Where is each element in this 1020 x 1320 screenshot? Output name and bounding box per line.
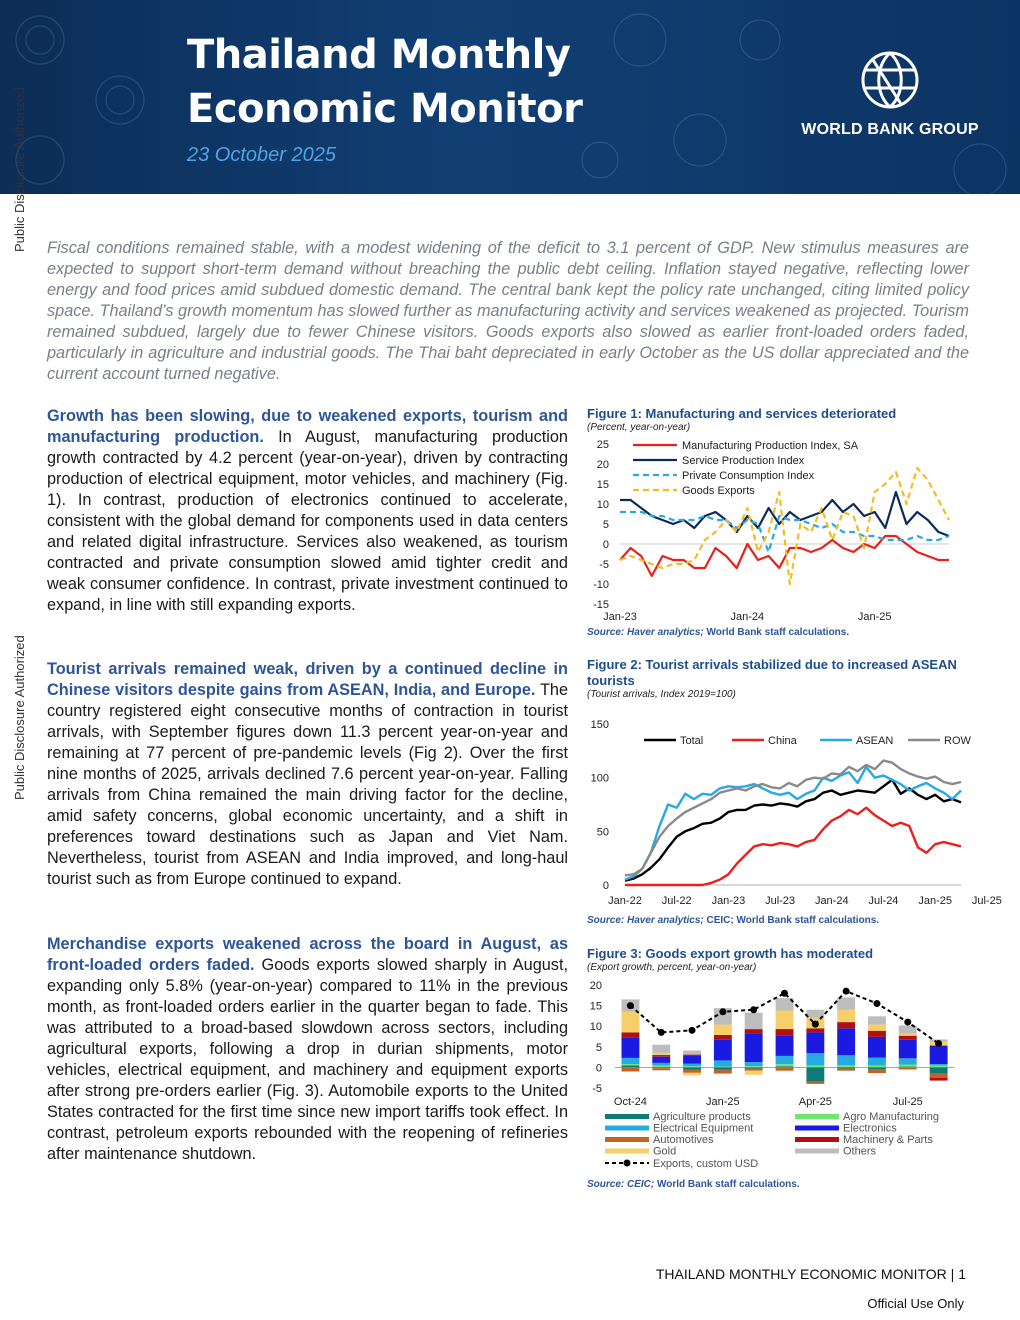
fig3-exports-point: [750, 1006, 757, 1013]
fig3-bar-segment: [868, 1025, 886, 1031]
fig3-y-tick-label: 15: [589, 1000, 602, 1013]
figure-2-source-rest: CEIC; World Bank staff calculations.: [703, 915, 880, 926]
fig3-bar-segment: [683, 1073, 701, 1076]
fig3-bar-segment: [837, 1028, 855, 1055]
fig2-legend-label: ROW: [944, 735, 971, 747]
fig3-bar-segment: [622, 1012, 640, 1033]
fig1-x-tick-label: Jan-24: [730, 611, 765, 623]
fig3-legend-label: Others: [843, 1145, 877, 1158]
fig3-bar-segment: [868, 1016, 886, 1024]
fig3-bar-segment: [930, 1078, 948, 1081]
figure-3-chart: [587, 975, 972, 1175]
figure-2-chart: [587, 708, 1002, 913]
fig2-x-tick-label: Jan-23: [711, 895, 746, 907]
fig1-y-tick-label: 10: [596, 499, 609, 511]
fig3-bar-segment: [868, 1058, 886, 1066]
fig3-bar-segment: [652, 1045, 670, 1053]
section-growth-body: In August, manufacturing production growth contracted by 4.2 percent (year-on-year), driven by contracting production of electrical equipment, motor vehicles, and machinery (Fig. 1). In contrast, production of electronics continued to accelerate, consistent with the global demand for components used in data centers and related digital infrastructure. Services also weakened, as tourism contracted and private consumption slowed amid tighter credit and weak consumer confidence. In contrast, private investment continued to expand, in line with still expanding exports.: [47, 428, 568, 614]
title-line-2: Economic Monitor: [187, 86, 583, 132]
fig2-legend-label: ASEAN: [856, 735, 894, 747]
figure-3-source: [587, 1179, 800, 1190]
fig1-y-tick-label: 15: [596, 479, 609, 491]
section-tourism-body: The country registered eight consecutive months of contraction in tourist arrivals, with September figures down 11.3 percent year-on-year and remaining at 77 percent of pre-pandemic levels (Fig 2). Over the first nine months of 2025, arrivals declined 7.6 percent year-on-year. Falling arrivals from China remained the main driving factor for the decline, amid safety concerns, global economic uncertainty, and a shift in preferences toward destinations such as Japan and Viet Nam. Nevertheless, tourist from ASEAN and India improved, and long-haul tourist such as from Europe continued to expand.: [47, 681, 568, 888]
page-title: [187, 28, 582, 136]
section-exports: [47, 934, 568, 1165]
figure-2-title: Figure 2: Tourist arrivals stabilized due to increased ASEAN tourists: [587, 657, 957, 688]
footer-classification: Official Use Only: [867, 1296, 964, 1311]
fig2-x-tick-label: Jan-24: [814, 895, 849, 907]
fig3-bar-segment: [930, 1046, 948, 1065]
title-line-1: Thailand Monthly: [187, 32, 571, 78]
fig2-x-tick-label: Jan-25: [918, 895, 952, 907]
figure-2-subtitle: (Tourist arrivals, Index 2019=100): [587, 689, 736, 700]
fig1-y-tick-label: -5: [599, 559, 609, 571]
fig2-series-line-3: [625, 761, 961, 876]
fig3-bar-segment: [714, 1070, 732, 1074]
fig3-bar-segment: [776, 1011, 794, 1030]
fig3-bar-segment: [622, 1058, 640, 1064]
figure-2-source-italic: Source: Haver analytics;: [587, 915, 704, 926]
fig3-bar-segment: [776, 1029, 794, 1035]
fig3-bar-segment: [745, 1029, 763, 1033]
fig3-bar-segment: [745, 1071, 763, 1075]
fig3-y-tick-label: -5: [592, 1083, 602, 1095]
fig1-series-line-1: [620, 492, 949, 536]
fig1-series-line-3: [620, 468, 949, 584]
logo-text: WORLD BANK GROUP: [801, 121, 979, 138]
fig3-bar-segment: [899, 1034, 917, 1036]
fig3-bar-segment: [652, 1053, 670, 1055]
fig3-bar-segment: [776, 1064, 794, 1066]
figure-1-source-italic: Source: Haver analytics;: [587, 627, 704, 638]
fig3-exports-point: [873, 1000, 880, 1007]
fig3-bar-segment: [652, 1055, 670, 1057]
disclosure-label-mid: Public Disclosure Authorized: [12, 635, 27, 800]
fig3-y-tick-label: 20: [589, 980, 602, 992]
fig3-bar-segment: [806, 1053, 824, 1065]
fig1-legend-label: Service Production Index: [682, 455, 805, 467]
fig3-legend-swatch: [605, 1137, 649, 1142]
fig3-legend-label: Electrical Equipment: [653, 1122, 754, 1135]
fig2-legend-label: Total: [680, 735, 704, 747]
fig3-bar-segment: [776, 1056, 794, 1064]
fig1-x-tick-label: Jan-23: [603, 611, 637, 623]
fig2-y-tick-label: 100: [590, 772, 609, 785]
fig1-y-tick-label: 0: [602, 539, 609, 551]
fig3-legend-label: Electronics: [843, 1122, 897, 1135]
fig2-y-tick-label: 0: [602, 880, 609, 892]
fig2-x-tick-label: Jan-22: [608, 895, 642, 907]
fig3-legend-swatch: [795, 1149, 839, 1154]
figure-3-subtitle: (Export growth, percent, year-on-year): [587, 962, 757, 973]
fig3-bar-segment: [930, 1064, 948, 1066]
fig1-y-tick-label: -15: [593, 599, 609, 611]
fig3-bar-segment: [683, 1064, 701, 1067]
fig3-exports-point: [812, 1021, 819, 1028]
figure-1-title: Figure 1: Manufacturing and services deteriorated: [587, 406, 897, 421]
fig3-bar-segment: [776, 1067, 794, 1070]
fig3-bar-segment: [806, 1032, 824, 1053]
world-bank-logo: [800, 48, 980, 139]
section-tourism: [47, 659, 568, 890]
fig1-legend-label: Goods Exports: [682, 485, 755, 497]
figure-1-subtitle: (Percent, year-on-year): [587, 422, 691, 433]
figure-1-caption: [587, 406, 972, 433]
fig3-legend-swatch: [795, 1137, 839, 1142]
fig3-legend-label: Machinery & Parts: [843, 1134, 933, 1146]
fig3-bar-segment: [714, 1025, 732, 1035]
fig3-bar-segment: [683, 1051, 701, 1055]
section-growth-lead: Growth has been slowing, due to weakened exports, tourism and manufacturing production.: [47, 407, 568, 446]
figure-3-title: Figure 3: Goods export growth has moderated: [587, 946, 874, 961]
figure-2-source: [587, 915, 879, 926]
fig3-exports-point: [935, 1040, 942, 1047]
fig3-bar-segment: [745, 1069, 763, 1071]
fig3-bar-segment: [652, 1068, 670, 1070]
fig3-bar-segment: [745, 1033, 763, 1062]
fig2-x-tick-label: Jul-24: [868, 895, 899, 907]
fig1-y-tick-label: -10: [593, 579, 609, 591]
fig3-legend-swatch: [795, 1126, 839, 1131]
fig3-x-tick-label: Apr-25: [798, 1096, 832, 1108]
fig3-bar-segment: [899, 1036, 917, 1040]
fig3-bar-segment: [899, 1040, 917, 1059]
disclosure-label-top: Public Disclosure Authorized: [12, 87, 27, 252]
section-exports-lead: Merchandise exports weakened across the board in August, as front-loaded orders faded.: [47, 935, 568, 974]
fig3-legend-label: Exports, custom USD: [653, 1158, 759, 1170]
fig3-bar-segment: [622, 1064, 640, 1065]
fig3-y-tick-label: 10: [589, 1021, 602, 1034]
section-exports-body: Goods exports slowed sharply in August, expanding only 5.8% (year-on-year) compared to 11% in the previous month, as front-loaded orders earlier in the quarter began to fade. This was attributed to a broad-based slowdown across sectors, including agricultural exports, following a drop in durian shipments, motor vehicles, electrical equipment, and machinery and equipment exports after strong pre-orders earlier (Fig. 3). Automobile exports to the United States contracted for the first time since new import tariffs took effect. In contrast, petroleum exports rebounded with the reopening of refineries after maintenance shutdown.: [47, 956, 568, 1163]
fig1-y-tick-label: 25: [596, 439, 609, 451]
figure-1-source-rest: World Bank staff calculations.: [703, 627, 850, 638]
fig3-bar-segment: [683, 1070, 701, 1073]
fig3-legend-label: Automotives: [653, 1134, 714, 1146]
fig3-bar-segment: [622, 1032, 640, 1037]
fig3-legend-swatch: [795, 1114, 839, 1119]
fig3-bar-segment: [899, 1065, 917, 1067]
summary-paragraph: Fiscal conditions remained stable, with a modest widening of the deficit to 3.1 percent of GDP. New stimulus measures are expected to support short-term demand without breaching the public debt ceiling. Inflation stayed negative, reflecting lower energy and food prices amid subdued domestic demand. The central bank kept the policy rate unchanged, citing limited policy space. Thailand’s growth momentum has slowed further as manufacturing activity and services weakened as projected. Tourism remained subdued, largely due to fewer Chinese visitors. Goods exports also slowed as earlier front-loaded orders faded, particularly in agriculture and industrial goods. The Thai baht depreciated in early October as the US dollar appreciated and the current account turned negative.: [47, 239, 969, 383]
fig3-y-tick-label: 5: [595, 1041, 602, 1054]
fig3-exports-point: [658, 1029, 665, 1036]
fig3-legend-label: Gold: [653, 1145, 677, 1158]
fig3-bar-segment: [683, 1055, 701, 1056]
fig3-y-tick-label: 0: [595, 1062, 602, 1075]
fig3-bar-segment: [683, 1056, 701, 1064]
fig3-exports-point: [781, 990, 788, 997]
fig1-y-tick-label: 20: [596, 459, 609, 471]
fig3-exports-point: [627, 1002, 634, 1009]
fig1-legend-label: Manufacturing Production Index, SA: [682, 440, 859, 452]
fig3-bar-segment: [745, 1013, 763, 1030]
figure-1-source: [587, 627, 849, 638]
section-tourism-lead: Tourist arrivals remained weak, driven by a continued decline in Chinese visitors despite gains from ASEAN, India, and Europe.: [47, 660, 568, 699]
fig3-exports-point: [843, 988, 850, 995]
fig3-bar-segment: [806, 1028, 824, 1032]
fig3-x-tick-label: Jan-25: [706, 1096, 740, 1108]
fig3-bar-segment: [930, 1067, 948, 1073]
fig1-legend-label: Private Consumption Index: [682, 470, 815, 482]
fig3-bar-segment: [837, 1010, 855, 1022]
fig2-y-tick-label: 150: [590, 719, 609, 731]
fig1-x-tick-label: Jan-25: [857, 611, 892, 623]
fig3-legend-label: Agro Manufacturing: [843, 1111, 939, 1123]
figure-2-caption: [587, 657, 972, 700]
fig2-x-tick-label: Jul-22: [661, 895, 692, 907]
fig3-bar-segment: [714, 1035, 732, 1040]
fig3-legend-label: Agriculture products: [653, 1111, 751, 1123]
fig3-bar-segment: [622, 1067, 640, 1071]
fig3-bar-segment: [806, 1067, 824, 1081]
fig2-legend-label: China: [768, 735, 797, 747]
fig3-bar-segment: [837, 1055, 855, 1065]
figure-3-source-italic: Source: CEIC;: [587, 1179, 655, 1190]
fig3-bar-segment: [930, 1074, 948, 1078]
fig3-bar-segment: [868, 1069, 886, 1073]
fig3-bar-segment: [652, 1057, 670, 1063]
publication-date: 23 October 2025: [187, 144, 336, 166]
fig3-bar-segment: [806, 1082, 824, 1084]
fig2-y-tick-label: 50: [596, 826, 609, 839]
fig1-y-tick-label: 5: [602, 519, 609, 531]
fig3-exports-point: [689, 1027, 696, 1034]
fig3-legend-swatch: [605, 1126, 649, 1131]
fig3-bar-segment: [652, 1063, 670, 1066]
fig3-legend-marker: [624, 1160, 631, 1167]
fig3-legend-swatch: [605, 1149, 649, 1154]
fig3-x-tick-label: Oct-24: [613, 1096, 647, 1108]
figure-1-chart: [587, 434, 972, 626]
figure-3-caption: [587, 946, 972, 973]
fig3-bar-segment: [837, 1069, 855, 1071]
globe-icon: [855, 48, 925, 112]
fig3-bar-segment: [622, 1037, 640, 1058]
fig3-bar-segment: [899, 1058, 917, 1064]
fig3-legend-swatch: [605, 1114, 649, 1119]
fig3-x-tick-label: Jul-25: [892, 1096, 923, 1108]
section-growth: [47, 406, 568, 616]
fig3-bar-segment: [776, 1035, 794, 1056]
header-banner: [0, 0, 1020, 194]
fig3-bar-segment: [745, 1062, 763, 1066]
fig3-bar-segment: [714, 1060, 732, 1066]
fig3-exports-point: [719, 1008, 726, 1015]
fig2-x-tick-label: Jul-25: [971, 895, 1002, 907]
fig3-bar-segment: [868, 1037, 886, 1058]
fig3-bar-segment: [714, 1040, 732, 1061]
fig2-x-tick-label: Jul-23: [765, 895, 796, 907]
figure-3-source-rest: World Bank staff calculations.: [654, 1179, 800, 1190]
fig3-bar-segment: [868, 1031, 886, 1037]
fig3-bar-segment: [837, 1022, 855, 1028]
fig3-exports-point: [904, 1019, 911, 1026]
footer-page-label: THAILAND MONTHLY ECONOMIC MONITOR | 1: [655, 1266, 966, 1282]
